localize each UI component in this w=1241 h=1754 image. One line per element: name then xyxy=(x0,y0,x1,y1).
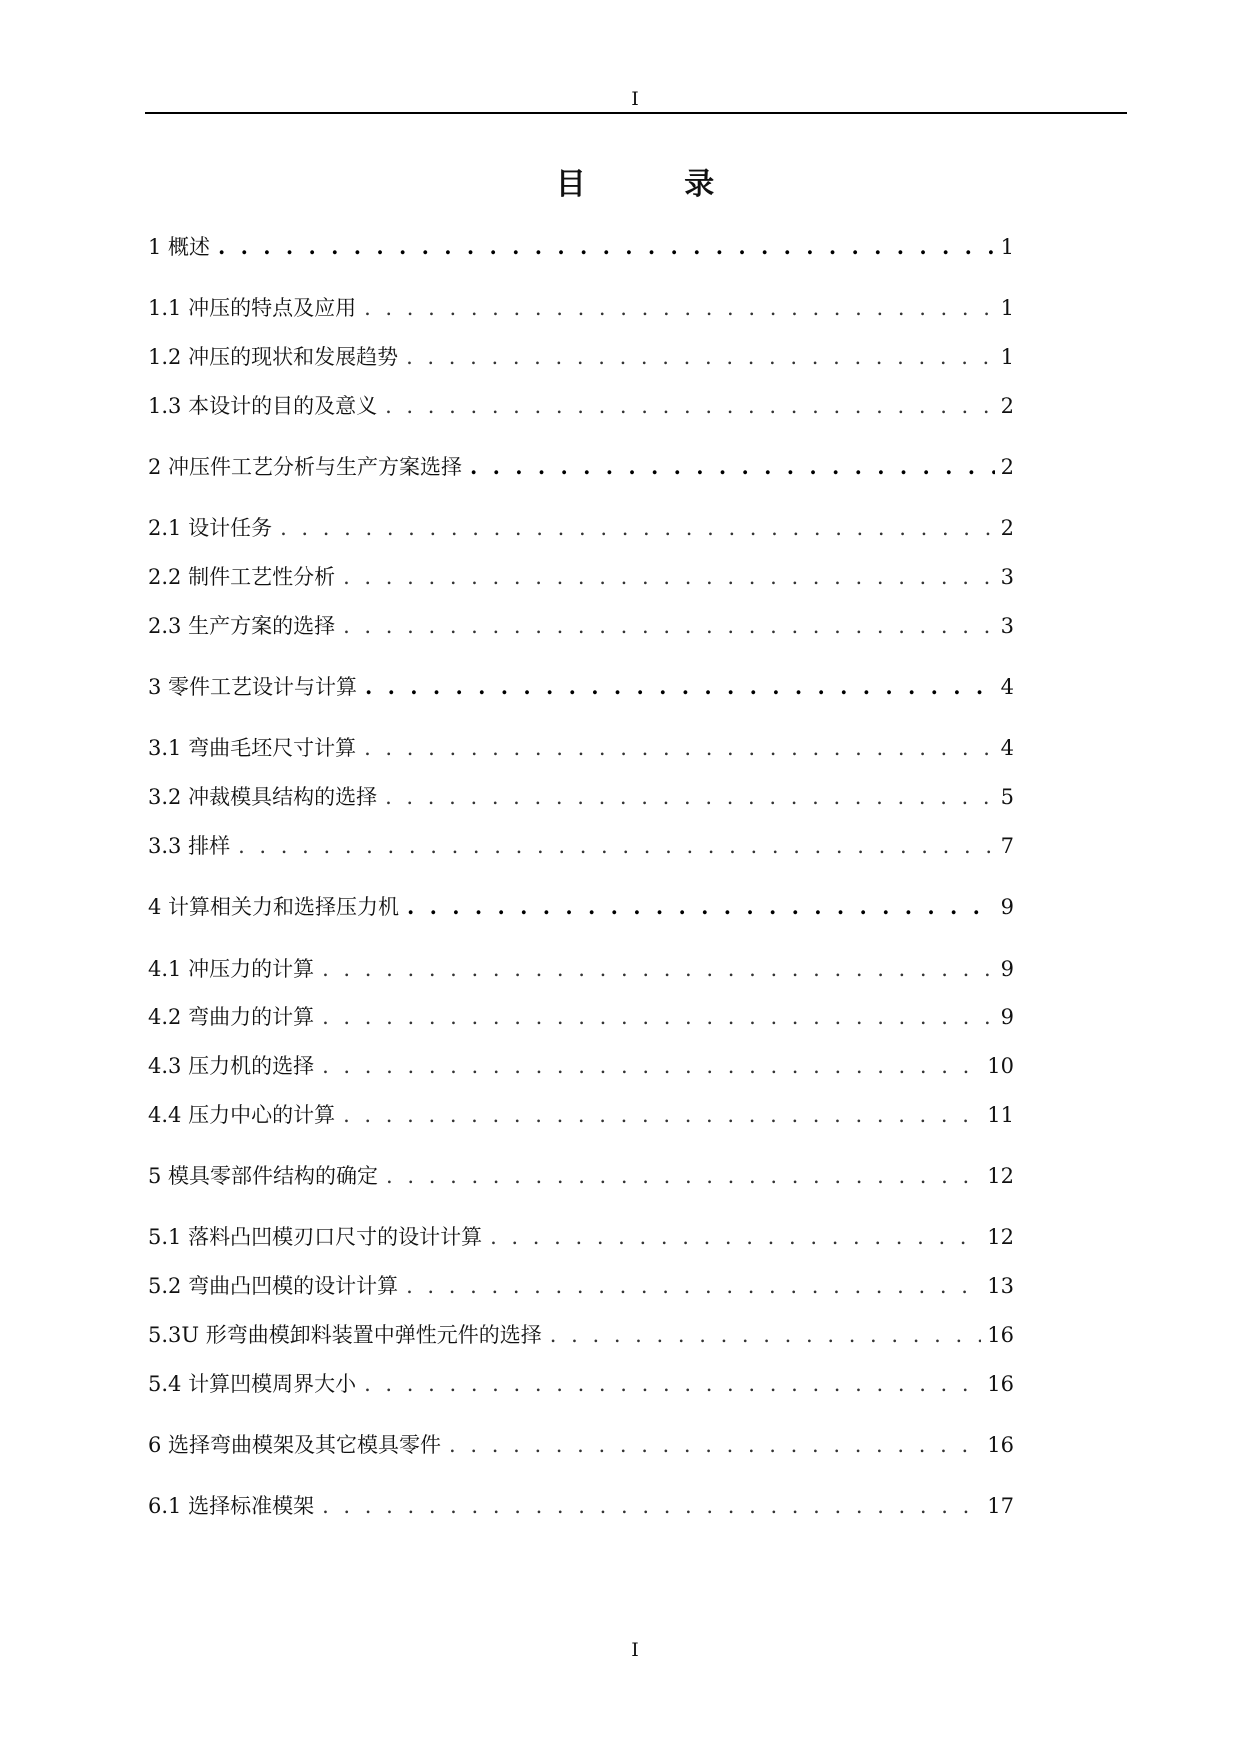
dot-leader xyxy=(364,293,995,323)
toc-entry[interactable] xyxy=(148,1267,1014,1301)
toc-entry-label: 6.1 选择标准模架 xyxy=(148,1494,315,1518)
dot-leader xyxy=(385,782,995,812)
toc-entry-page: 1 xyxy=(1000,296,1014,320)
toc-entry[interactable] xyxy=(148,1047,1014,1081)
toc-entry-label: 2.3 生产方案的选择 xyxy=(148,614,336,638)
toc-entry-label: 5 模具零部件结构的确定 xyxy=(148,1164,379,1188)
toc-title: 目 录 xyxy=(555,167,759,202)
toc-entry-label: 5.4 计算凹模周界大小 xyxy=(148,1372,357,1396)
dot-leader xyxy=(406,1271,981,1301)
toc-entry-page: 9 xyxy=(1000,1005,1014,1029)
toc-entry[interactable] xyxy=(148,1316,1014,1350)
dot-leader xyxy=(364,1369,981,1399)
toc-entry-page: 2 xyxy=(1000,455,1014,479)
toc-entry-page: 4 xyxy=(1000,736,1014,760)
toc-entry-page: 13 xyxy=(987,1274,1014,1298)
dot-leader xyxy=(322,1491,981,1521)
toc-entry[interactable] xyxy=(148,1218,1014,1252)
dot-leader xyxy=(550,1320,981,1350)
dot-leader xyxy=(470,452,995,482)
toc-entry-label: 3.1 弯曲毛坯尺寸计算 xyxy=(148,736,357,760)
toc-entry[interactable] xyxy=(148,827,1014,861)
toc-entry[interactable] xyxy=(148,509,1014,543)
toc-entry-label: 1.2 冲压的现状和发展趋势 xyxy=(148,345,399,369)
toc-entry-page: 3 xyxy=(1000,614,1014,638)
toc-entry[interactable] xyxy=(148,888,1014,922)
toc-entry[interactable] xyxy=(148,558,1014,592)
toc-entry[interactable] xyxy=(148,289,1014,323)
toc-entry-page: 9 xyxy=(1000,895,1014,919)
toc-entry-label: 4 计算相关力和选择压力机 xyxy=(148,895,400,919)
toc-entry-label: 5.3U 形弯曲模卸料装置中弹性元件的选择 xyxy=(148,1323,542,1347)
dot-leader xyxy=(280,513,995,543)
toc-entry-label: 1.1 冲压的特点及应用 xyxy=(148,296,357,320)
footer-page-number: I xyxy=(631,1639,639,1661)
toc-entry-page: 16 xyxy=(987,1372,1014,1396)
toc-entry-label: 3 零件工艺设计与计算 xyxy=(148,675,358,699)
toc-entry[interactable] xyxy=(148,668,1014,702)
dot-leader xyxy=(365,672,995,702)
toc-entry[interactable] xyxy=(148,1096,1014,1130)
toc-entry-page: 17 xyxy=(987,1494,1014,1518)
toc-entry-label: 4.1 冲压力的计算 xyxy=(148,957,315,981)
dot-leader xyxy=(343,1100,981,1130)
toc-entry-label: 5.2 弯曲凸凹模的设计计算 xyxy=(148,1274,399,1298)
dot-leader xyxy=(406,342,995,372)
dot-leader xyxy=(322,1051,981,1081)
toc-entry-page: 4 xyxy=(1000,675,1014,699)
toc-entry-label: 5.1 落料凸凹模刃口尺寸的设计计算 xyxy=(148,1225,483,1249)
toc-entry-label: 3.2 冲裁模具结构的选择 xyxy=(148,785,378,809)
toc-entry-page: 5 xyxy=(1000,785,1014,809)
toc-entry-label: 4.4 压力中心的计算 xyxy=(148,1103,336,1127)
toc-entry-page: 11 xyxy=(987,1103,1014,1127)
toc-entry-label: 2 冲压件工艺分析与生产方案选择 xyxy=(148,455,463,479)
dot-leader xyxy=(343,562,995,592)
toc-entry[interactable] xyxy=(148,950,1014,984)
toc-entry-label: 4.3 压力机的选择 xyxy=(148,1054,315,1078)
toc-entry[interactable] xyxy=(148,1487,1014,1521)
toc-entry-page: 2 xyxy=(1000,516,1014,540)
toc-entry-page: 9 xyxy=(1000,957,1014,981)
toc-entry-label: 1 概述 xyxy=(148,235,211,259)
toc-entry[interactable] xyxy=(148,607,1014,641)
dot-leader xyxy=(343,611,995,641)
toc-entry[interactable] xyxy=(148,387,1014,421)
toc-entry-label: 6 选择弯曲模架及其它模具零件 xyxy=(148,1433,442,1457)
dot-leader xyxy=(238,831,995,861)
toc-entry[interactable] xyxy=(148,998,1014,1032)
toc-entry[interactable] xyxy=(148,448,1014,482)
dot-leader xyxy=(364,733,995,763)
toc-entry-page: 1 xyxy=(1000,345,1014,369)
toc-entry-label: 3.3 排样 xyxy=(148,834,231,858)
toc-entry-page: 3 xyxy=(1000,565,1014,589)
toc-entry-page: 2 xyxy=(1000,394,1014,418)
toc-entry-label: 1.3 本设计的目的及意义 xyxy=(148,394,378,418)
dot-leader xyxy=(218,232,995,262)
toc-entry-label: 4.2 弯曲力的计算 xyxy=(148,1005,315,1029)
toc-entry-label: 2.2 制件工艺性分析 xyxy=(148,565,336,589)
toc-entry-page: 7 xyxy=(1000,834,1014,858)
header-page-number: I xyxy=(631,88,639,110)
toc-entry-page: 12 xyxy=(987,1225,1014,1249)
dot-leader xyxy=(407,892,995,922)
toc-entry[interactable] xyxy=(148,1157,1014,1191)
toc-entry[interactable] xyxy=(148,1365,1014,1399)
toc-entry[interactable] xyxy=(148,228,1014,262)
toc-entry-page: 1 xyxy=(1000,235,1014,259)
toc-entry-page: 16 xyxy=(987,1323,1014,1347)
toc-entry[interactable] xyxy=(148,338,1014,372)
toc-entry-label: 2.1 设计任务 xyxy=(148,516,273,540)
toc-entry[interactable] xyxy=(148,729,1014,763)
toc-entry-page: 10 xyxy=(987,1054,1014,1078)
dot-leader xyxy=(386,1161,981,1191)
toc-entry[interactable] xyxy=(148,778,1014,812)
toc-entry-page: 12 xyxy=(987,1164,1014,1188)
dot-leader xyxy=(322,1002,995,1032)
dot-leader xyxy=(322,954,995,984)
toc-entry-page: 16 xyxy=(987,1433,1014,1457)
dot-leader xyxy=(385,391,995,421)
dot-leader xyxy=(449,1430,981,1460)
toc-entry[interactable] xyxy=(148,1426,1014,1460)
dot-leader xyxy=(490,1222,981,1252)
